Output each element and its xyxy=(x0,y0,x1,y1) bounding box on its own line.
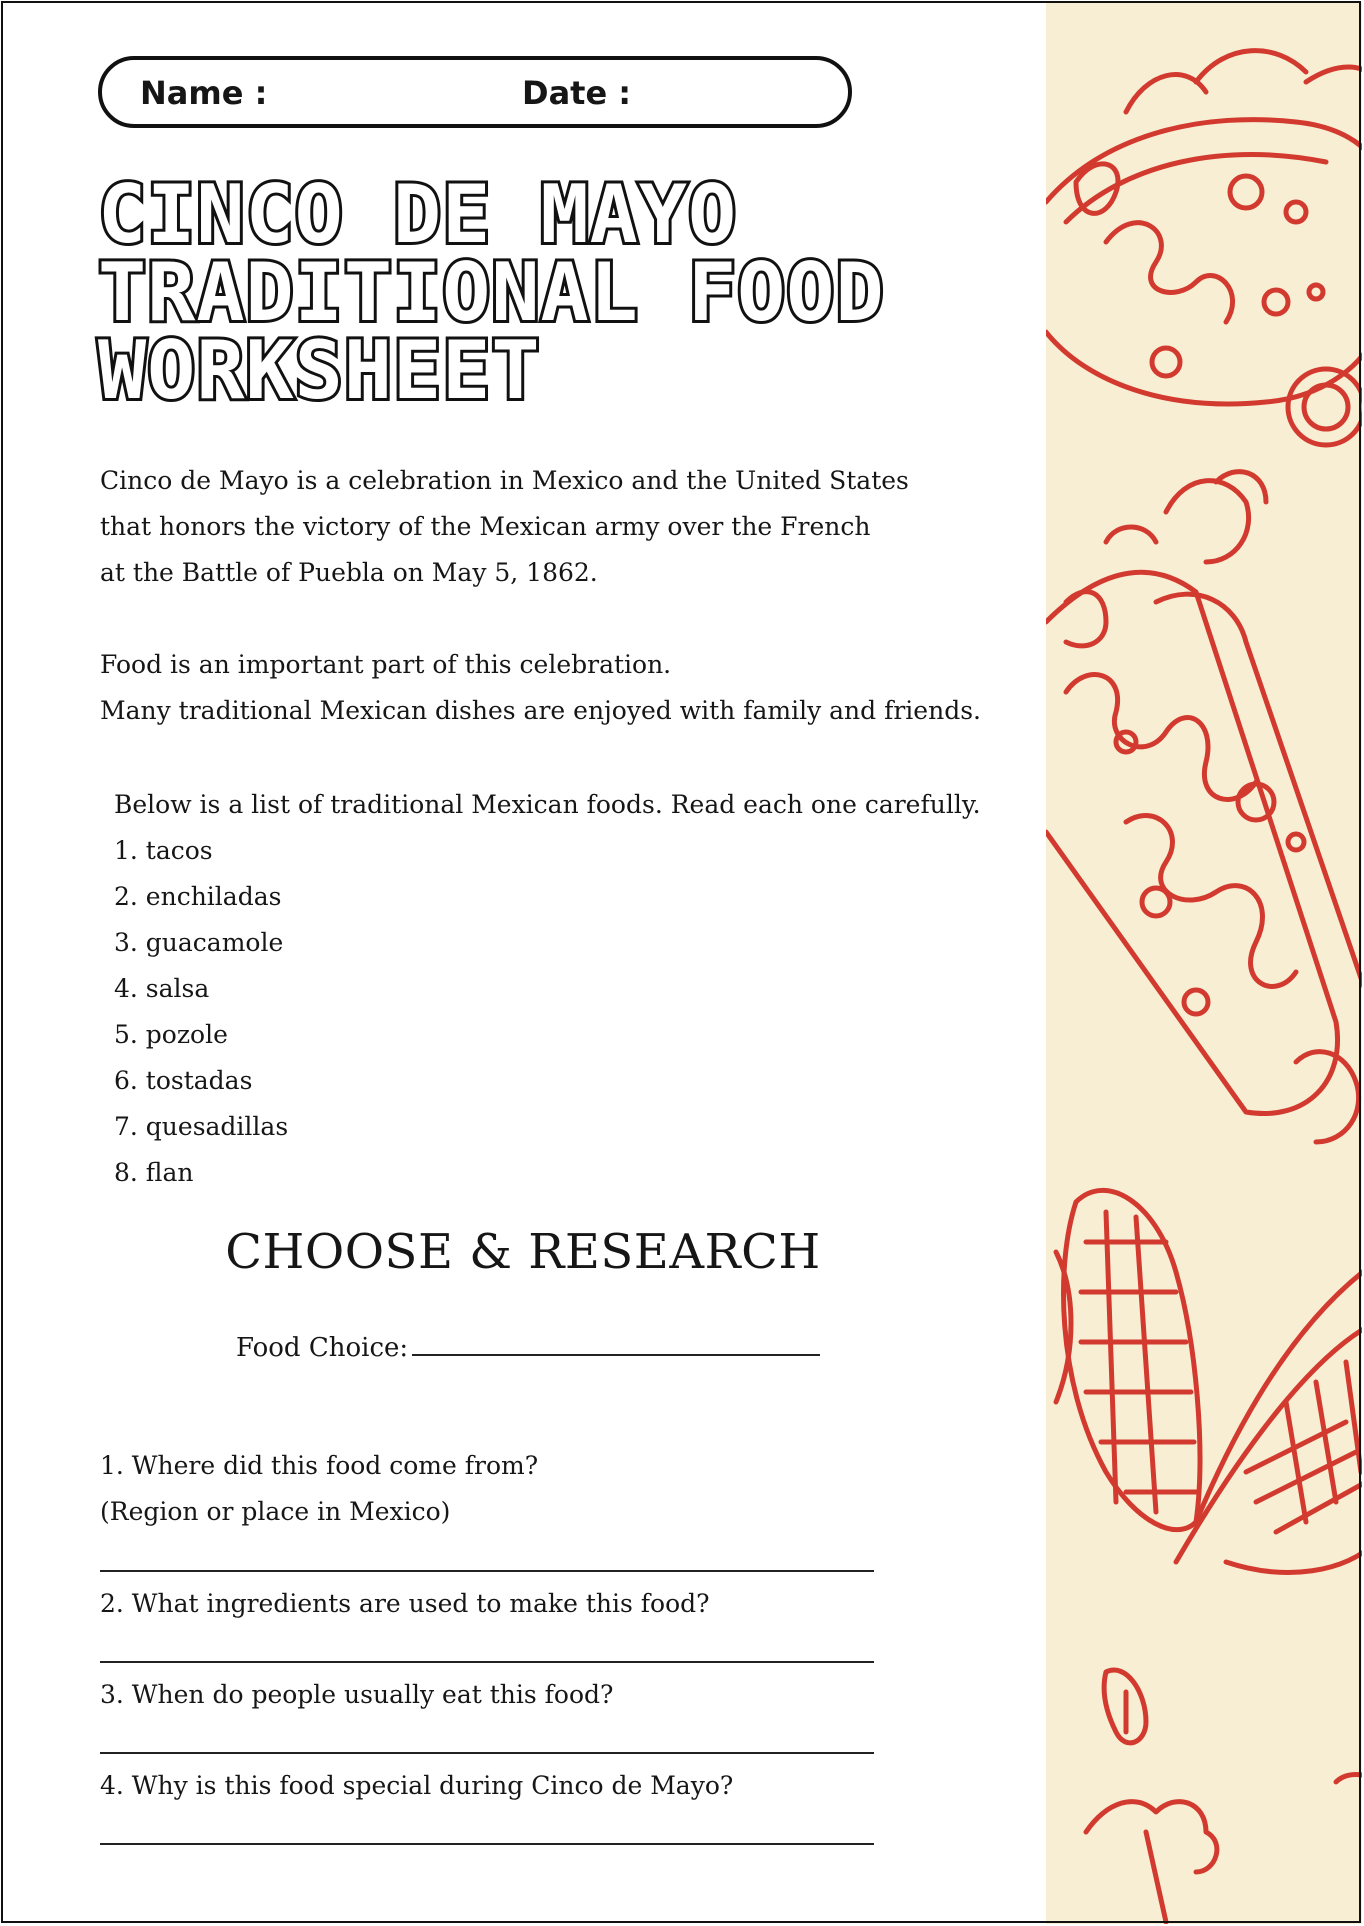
list-item: 5. pozole xyxy=(114,1020,228,1049)
list-item: 3. guacamole xyxy=(114,928,284,957)
burrito-illustration xyxy=(1046,472,1362,1142)
title-line-3: WORKSHEET xyxy=(98,324,541,417)
question-3 xyxy=(100,1672,613,1718)
intro-line: Many traditional Mexican dishes are enjoyed with family and friends. xyxy=(100,696,981,725)
food-list-items xyxy=(114,828,1034,1196)
title-line-2: TRADITIONAL FOOD xyxy=(98,246,885,339)
date-label: Date : xyxy=(522,74,632,112)
name-date-box xyxy=(98,56,852,128)
question-text: 3. When do people usually eat this food? xyxy=(100,1680,614,1709)
question-1 xyxy=(100,1443,538,1535)
food-illustration-panel xyxy=(1046,2,1362,1924)
question-2 xyxy=(100,1581,710,1627)
food-choice-label: Food Choice: xyxy=(236,1333,409,1363)
intro-line: Food is an important part of this celebration. xyxy=(100,650,672,679)
food-choice-row xyxy=(236,1328,820,1363)
name-label: Name : xyxy=(140,74,268,112)
title-line-1: CINCO DE MAYO xyxy=(98,168,738,261)
food-list-intro: Below is a list of traditional Mexican foods. Read each one carefully. xyxy=(114,790,981,819)
list-item: 2. enchiladas xyxy=(114,882,282,911)
answer-line-3[interactable] xyxy=(100,1752,874,1754)
section-heading: CHOOSE & RESEARCH xyxy=(225,1224,821,1280)
question-text: 1. Where did this food come from? xyxy=(100,1451,539,1480)
intro-paragraph-1 xyxy=(100,458,1030,596)
list-item: 8. flan xyxy=(114,1158,194,1187)
list-item: 4. salsa xyxy=(114,974,210,1003)
list-item: 1. tacos xyxy=(114,836,213,865)
intro-line: Cinco de Mayo is a celebration in Mexico and the United States xyxy=(100,466,909,495)
question-4 xyxy=(100,1763,733,1809)
answer-line-4[interactable] xyxy=(100,1843,874,1845)
list-item: 7. quesadillas xyxy=(114,1112,289,1141)
worksheet-title xyxy=(98,168,885,417)
food-list xyxy=(114,782,1034,1196)
intro-line: at the Battle of Puebla on May 5, 1862. xyxy=(100,558,598,587)
question-subtext: (Region or place in Mexico) xyxy=(100,1497,451,1526)
intro-line: that honors the victory of the Mexican army over the French xyxy=(100,512,871,541)
food-choice-blank[interactable] xyxy=(412,1328,820,1356)
corn-illustration xyxy=(1056,1190,1362,1922)
list-item: 6. tostadas xyxy=(114,1066,253,1095)
question-text: 2. What ingredients are used to make this food? xyxy=(100,1589,710,1618)
answer-line-2[interactable] xyxy=(100,1661,874,1663)
intro-paragraph-2 xyxy=(100,642,1030,734)
answer-line-1[interactable] xyxy=(100,1570,874,1572)
taco-illustration xyxy=(1046,51,1362,445)
question-text: 4. Why is this food special during Cinco de Mayo? xyxy=(100,1771,734,1800)
